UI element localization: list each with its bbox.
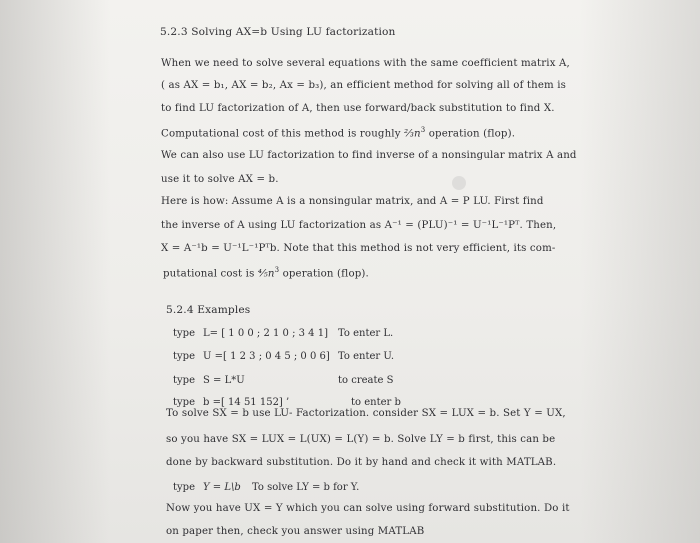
command-note: To enter U.	[338, 351, 395, 362]
command-code: b =[ 14 51 152] ’	[203, 397, 290, 408]
paragraph-line-4	[161, 126, 515, 139]
paragraph-line-2: ( as AX = b₁, AX = b₂, Ax = b₃), an efficient method for solving all of them is	[161, 80, 567, 91]
command-keyword: type	[173, 397, 195, 408]
command-keyword: type	[173, 328, 195, 339]
cost-fraction-2: ⅘n	[257, 268, 275, 280]
solve-line-5: Now you have UX = Y which you can solve using forward substitution. Do it	[166, 503, 570, 514]
command-keyword: type	[173, 375, 195, 386]
cost-fraction: ⅔n	[404, 128, 421, 140]
paragraph-line-9: X = A⁻¹b = U⁻¹L⁻¹Pᵀb. Note that this method is not very efficient, its com-	[161, 243, 556, 254]
command-note: To solve LY = b for Y.	[252, 482, 360, 493]
paragraph-line-7: Here is how: Assume A is a nonsingular matrix, and A = P LU. First find	[161, 196, 544, 207]
solve-line-6: on paper then, check you answer using MATLAB	[166, 526, 425, 537]
command-note: to create S	[338, 375, 394, 386]
command-code: S = L*U	[203, 375, 245, 386]
command-code: L= [ 1 0 0 ; 2 1 0 ; 3 4 1]	[203, 328, 328, 339]
command-note: to enter b	[351, 397, 401, 408]
solve-line-1: To solve SX = b use LU- Factorization. consider SX = LUX = b. Set Y = UX,	[166, 408, 566, 419]
cost-text-prefix-2: putational cost is	[163, 268, 258, 280]
command-keyword: type	[173, 482, 195, 493]
examples-title: 5.2.4 Examples	[166, 304, 251, 316]
paragraph-line-6: use it to solve AX = b.	[161, 174, 279, 185]
paragraph-line-3: to find LU factorization of A, then use forward/back substitution to find X.	[161, 103, 555, 114]
paragraph-line-1: When we need to solve several equations with the same coefficient matrix A,	[161, 58, 570, 69]
cost-exponent-2: 3	[274, 266, 280, 274]
paragraph-line-8: the inverse of A using LU factorization as A⁻¹ = (PLU)⁻¹ = U⁻¹L⁻¹Pᵀ. Then,	[161, 220, 557, 231]
solve-line-3: done by backward substitution. Do it by hand and check it with MATLAB.	[166, 457, 557, 468]
solve-line-2: so you have SX = LUX = L(UX) = L(Y) = b. Solve LY = b first, this can be	[166, 434, 556, 445]
paragraph-line-10	[163, 266, 369, 279]
page-shadow-left	[0, 0, 110, 543]
section-title: 5.2.3 Solving AX=b Using LU factorization	[160, 26, 396, 38]
command-code: U =[ 1 2 3 ; 0 4 5 ; 0 0 6]	[203, 351, 330, 362]
command-code: Y = L\b	[203, 482, 241, 493]
command-keyword: type	[173, 351, 195, 362]
cost-text-prefix: Computational cost of this method is roughly	[161, 128, 404, 140]
reflection-spot	[452, 176, 466, 190]
command-note: To enter L.	[338, 328, 394, 339]
paragraph-line-5: We can also use LU factorization to find inverse of a nonsingular matrix A and	[161, 150, 577, 161]
page-shadow-right	[580, 0, 700, 543]
cost-exponent: 3	[420, 126, 426, 134]
cost-text-suffix: operation (flop).	[425, 128, 516, 140]
cost-text-suffix-2: operation (flop).	[279, 268, 369, 280]
